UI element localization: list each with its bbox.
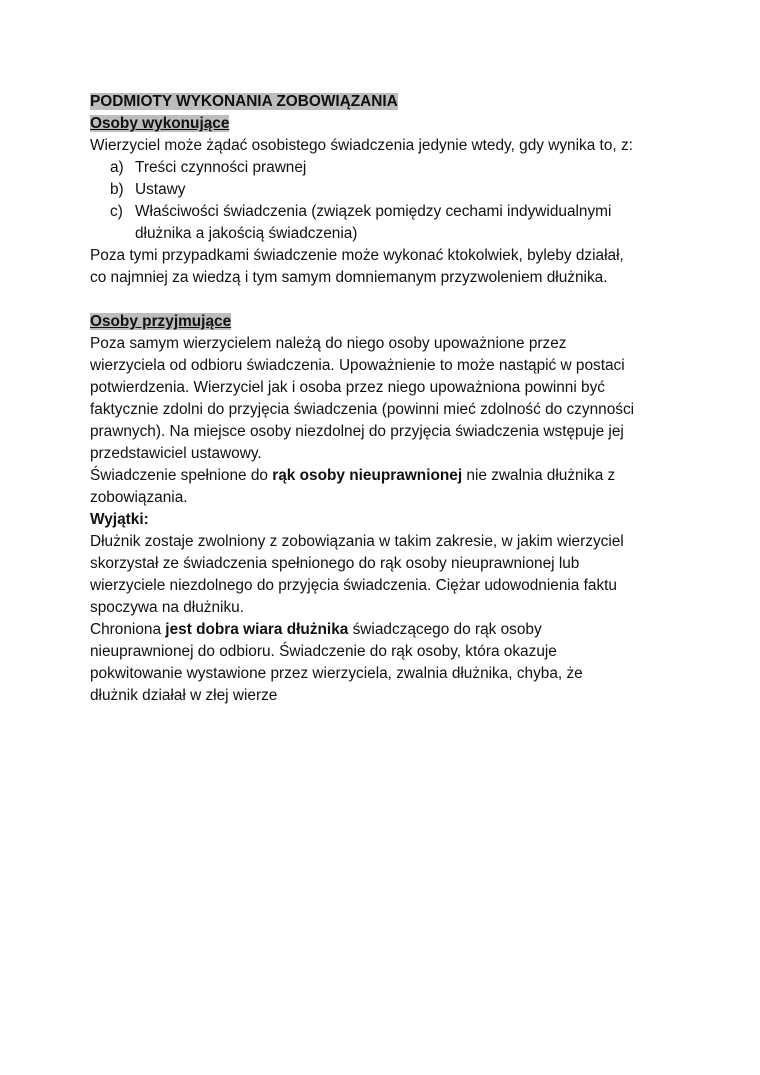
section2-para1-line: Poza samym wierzycielem należą do niego osoby upoważnione przez: [90, 335, 567, 352]
list-item-text: Właściwości świadczenia (związek pomiędzy cechami indywidualnymi: [135, 203, 612, 220]
section-heading-line: [90, 311, 700, 333]
para2-bold: rąk osoby nieuprawnionej: [272, 467, 463, 484]
list-item-text: dłużnika a jakością świadczenia): [135, 225, 358, 242]
section2-para2-line: [90, 465, 700, 487]
section-heading-osoby-przyjmujace: Osoby przyjmujące: [90, 313, 232, 330]
paragraph-gap: [90, 289, 700, 311]
list-item: [90, 201, 700, 223]
list-item-continuation: [90, 223, 700, 245]
requirements-list: [90, 157, 700, 245]
list-marker: a): [110, 159, 124, 176]
section2-para4-line: pokwitowanie wystawione przez wierzyciela, zwalnia dłużnika, chyba, że: [90, 665, 583, 682]
section2-para3-line: wierzyciele niezdolnego do przyjęcia świadczenia. Ciężar udowodnienia faktu: [90, 577, 617, 594]
list-item-text: Ustawy: [135, 181, 186, 198]
list-marker: c): [110, 203, 123, 220]
section2-para1-line: prawnych). Na miejsce osoby niezdolnej do przyjęcia świadczenia wstępuje jej: [90, 423, 624, 440]
list-item: [90, 157, 700, 179]
para4-bold: jest dobra wiara dłużnika: [165, 621, 349, 638]
document-title-line: [90, 91, 700, 113]
section2-para4-line: nieuprawnionej do odbioru. Świadczenie do rąk osoby, która okazuje: [90, 643, 557, 660]
document-page: [90, 91, 700, 707]
section2-para2-line: zobowiązania.: [90, 489, 188, 506]
section2-para1-line: wierzyciela od odbioru świadczenia. Upoważnienie to może nastąpić w postaci: [90, 357, 625, 374]
exceptions-label: Wyjątki:: [90, 511, 149, 528]
section2-para1-line: faktycznie zdolni do przyjęcia świadczenia (powinni mieć zdolność do czynności: [90, 401, 635, 418]
document-title: PODMIOTY WYKONANIA ZOBOWIĄZANIA: [90, 93, 398, 110]
section2-para4-line: [90, 619, 700, 641]
section2-para3-line: Dłużnik zostaje zwolniony z zobowiązania w takim zakresie, w jakim wierzyciel: [90, 533, 624, 550]
section1-outro-line: co najmniej za wiedzą i tym samym domniemanym przyzwoleniem dłużnika.: [90, 269, 608, 286]
para2-post: nie zwalnia dłużnika z: [462, 467, 616, 484]
para4-pre: Chroniona: [90, 621, 166, 638]
section-heading-osoby-wykonujace: Osoby wykonujące: [90, 115, 230, 132]
section2-para4-line: dłużnik działał w złej wierze: [90, 687, 278, 704]
list-item-text: Treści czynności prawnej: [135, 159, 307, 176]
para2-pre: Świadczenie spełnione do: [90, 467, 273, 484]
section2-para1-line: potwierdzenia. Wierzyciel jak i osoba przez niego upoważniona powinni być: [90, 379, 606, 396]
section2-para3-line: skorzystał ze świadczenia spełnionego do rąk osoby nieuprawnionej lub: [90, 555, 580, 572]
section1-outro-line: Poza tymi przypadkami świadczenie może wykonać ktokolwiek, byleby działał,: [90, 247, 624, 264]
list-marker: b): [110, 181, 124, 198]
section1-intro: Wierzyciel może żądać osobistego świadczenia jedynie wtedy, gdy wynika to, z:: [90, 137, 633, 154]
para4-post: świadczącego do rąk osoby: [348, 621, 542, 638]
section2-para3-line: spoczywa na dłużniku.: [90, 599, 244, 616]
section-heading-line: [90, 113, 700, 135]
list-item: [90, 179, 700, 201]
section2-para1-line: przedstawiciel ustawowy.: [90, 445, 262, 462]
